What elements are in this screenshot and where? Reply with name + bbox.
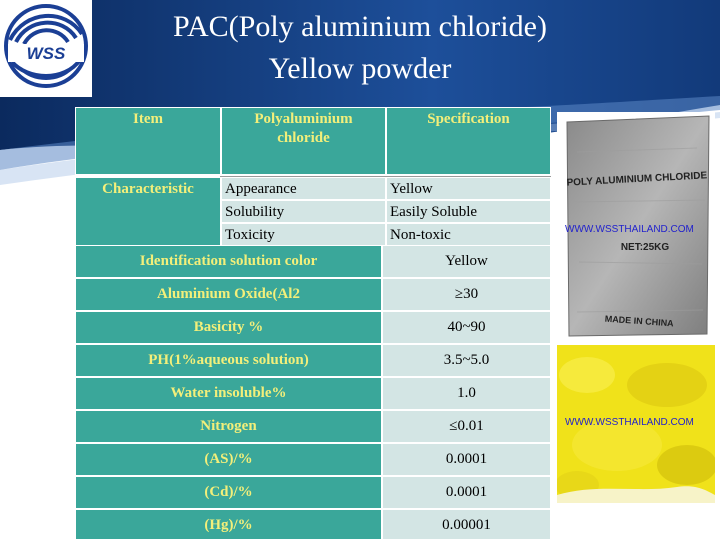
header-specification: Specification	[386, 107, 551, 175]
row-value: ≥30	[382, 278, 551, 311]
row-name: Nitrogen	[75, 410, 382, 443]
header-item: Item	[75, 107, 221, 175]
yellow-powder-image	[557, 345, 715, 503]
char-name-appearance: Appearance	[221, 177, 386, 200]
row-value: 0.0001	[382, 443, 551, 476]
watermark-powder: WWW.WSSTHAILAND.COM	[565, 417, 694, 428]
characteristic-label: Characteristic	[75, 177, 221, 247]
row-name: Identification solution color	[75, 245, 382, 278]
header-polyaluminium: Polyaluminium chloride	[221, 107, 386, 175]
row-value: ≤0.01	[382, 410, 551, 443]
char-name-toxicity: Toxicity	[221, 223, 386, 247]
row-name: (Cd)/%	[75, 476, 382, 509]
row-value: 0.0001	[382, 476, 551, 509]
char-value-solubility: Easily Soluble	[386, 200, 551, 223]
char-value-appearance: Yellow	[386, 177, 551, 200]
watermark-bag: WWW.WSSTHAILAND.COM	[565, 224, 694, 235]
char-name-solubility: Solubility	[221, 200, 386, 223]
row-name: Water insoluble%	[75, 377, 382, 410]
row-value: 40~90	[382, 311, 551, 344]
row-value: 0.00001	[382, 509, 551, 540]
row-value: Yellow	[382, 245, 551, 278]
slide-subtitle: Yellow powder	[268, 52, 452, 85]
bag-label-name: POLY ALUMINIUM CHLORIDE	[566, 170, 708, 189]
company-logo	[0, 0, 92, 97]
product-bag-image	[557, 112, 715, 340]
slide-title: PAC(Poly aluminium chloride)	[173, 10, 547, 43]
row-name: (AS)/%	[75, 443, 382, 476]
row-name: Basicity %	[75, 311, 382, 344]
row-value: 1.0	[382, 377, 551, 410]
row-value: 3.5~5.0	[382, 344, 551, 377]
char-value-toxicity: Non-toxic	[386, 223, 551, 247]
row-name: PH(1%aqueous solution)	[75, 344, 382, 377]
bag-label-weight: NET:25KG	[620, 242, 670, 253]
row-name: (Hg)/%	[75, 509, 382, 540]
bag-label-origin: MADE IN CHINA	[604, 313, 674, 329]
row-name: Aluminium Oxide(Al2	[75, 278, 382, 311]
logo-text: WSS	[26, 44, 66, 63]
